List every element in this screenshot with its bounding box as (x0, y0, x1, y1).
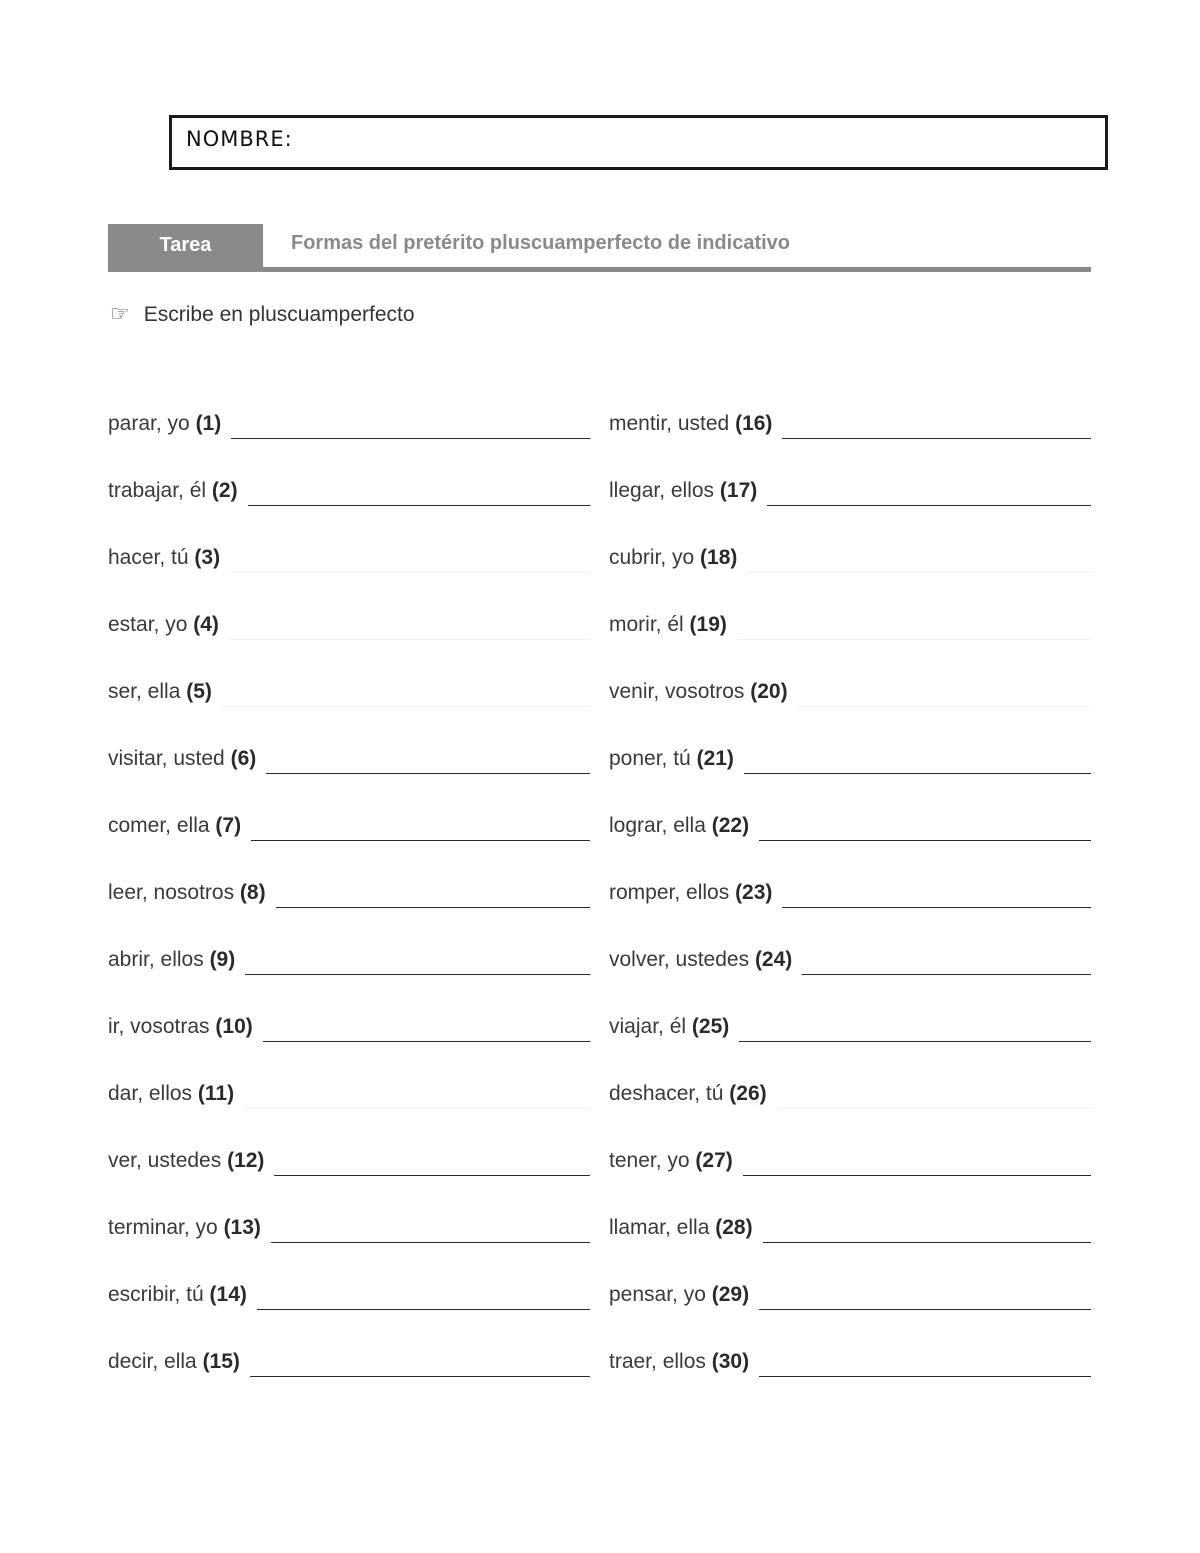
exercise-row (108, 606, 1091, 673)
pointing-hand-icon: ☞ (110, 302, 130, 327)
exercise-number: (29) (711, 1283, 750, 1306)
exercise-number: (22) (711, 814, 750, 837)
exercise-verb: morir, él (609, 613, 684, 636)
exercise-row (108, 941, 1091, 1008)
answer-blank[interactable] (274, 1147, 590, 1176)
name-label: NOMBRE: (186, 127, 293, 151)
exercise-number: (23) (735, 881, 773, 904)
exercise-row (108, 405, 1091, 472)
exercise-prompt (609, 673, 788, 711)
exercise-prompt (108, 740, 256, 778)
exercise-row (108, 1142, 1091, 1209)
exercise-prompt (609, 1008, 729, 1046)
answer-blank[interactable] (245, 946, 590, 975)
exercise-prompt (108, 1075, 234, 1113)
exercise-number: (9) (209, 948, 236, 971)
exercise-row (108, 1008, 1091, 1075)
exercise-number: (1) (195, 412, 222, 435)
answer-blank[interactable] (251, 812, 590, 841)
exercise-item (108, 405, 590, 443)
exercise-prompt (108, 1276, 247, 1314)
exercise-item (609, 874, 1091, 912)
exercise-verb: hacer, tú (108, 546, 189, 569)
exercise-verb: estar, yo (108, 613, 188, 636)
exercise-item (108, 472, 590, 510)
answer-blank[interactable] (759, 1281, 1091, 1310)
exercise-number: (14) (209, 1283, 247, 1306)
exercise-number: (7) (215, 814, 242, 837)
instruction (110, 302, 415, 327)
answer-blank[interactable] (743, 1147, 1091, 1176)
exercise-number: (18) (700, 546, 738, 569)
exercise-verb: mentir, usted (609, 412, 730, 435)
task-header-rule (108, 267, 1091, 272)
answer-blank[interactable] (759, 1348, 1091, 1377)
answer-blank[interactable] (737, 611, 1091, 640)
exercise-verb: trabajar, él (108, 479, 207, 502)
exercise-verb: tener, yo (609, 1149, 690, 1172)
answer-blank[interactable] (798, 678, 1091, 707)
exercise-verb: venir, vosotros (609, 680, 745, 703)
exercise-prompt (108, 539, 220, 577)
answer-blank[interactable] (231, 410, 590, 439)
exercise-item (108, 1343, 590, 1381)
exercise-number: (15) (202, 1350, 240, 1373)
exercise-prompt (609, 1142, 733, 1180)
exercise-item (108, 1008, 590, 1046)
exercise-number: (28) (715, 1216, 753, 1239)
answer-blank[interactable] (266, 745, 590, 774)
exercise-item (609, 472, 1091, 510)
exercise-verb: ir, vosotras (108, 1015, 210, 1038)
exercise-prompt (609, 405, 772, 443)
exercise-number: (3) (194, 546, 221, 569)
exercise-prompt (108, 472, 238, 510)
exercise-number: (8) (239, 881, 266, 904)
answer-blank[interactable] (263, 1013, 590, 1042)
exercise-row (108, 1209, 1091, 1276)
exercise-number: (5) (186, 680, 212, 703)
exercise-number: (12) (227, 1149, 265, 1172)
exercise-item (108, 1142, 590, 1180)
exercise-prompt (609, 1209, 753, 1247)
exercise-item (609, 941, 1091, 979)
exercise-verb: ser, ella (108, 680, 181, 703)
exercise-verb: abrir, ellos (108, 948, 204, 971)
exercise-row (108, 807, 1091, 874)
exercise-prompt (108, 673, 212, 711)
answer-blank[interactable] (244, 1080, 590, 1109)
answer-blank[interactable] (744, 745, 1091, 774)
exercise-item (108, 807, 590, 845)
exercise-verb: viajar, él (609, 1015, 687, 1038)
exercise-verb: terminar, yo (108, 1216, 218, 1239)
exercise-list (108, 405, 1091, 1410)
name-field[interactable] (169, 115, 1108, 170)
answer-blank[interactable] (276, 879, 590, 908)
exercise-prompt (108, 941, 235, 979)
exercise-prompt (108, 405, 221, 443)
exercise-verb: lograr, ella (609, 814, 706, 837)
answer-blank[interactable] (747, 544, 1091, 573)
answer-blank[interactable] (739, 1013, 1091, 1042)
exercise-number: (27) (695, 1149, 733, 1172)
exercise-row (108, 1075, 1091, 1142)
exercise-item (609, 539, 1091, 577)
exercise-verb: decir, ella (108, 1350, 197, 1373)
exercise-item (108, 941, 590, 979)
exercise-item (609, 1008, 1091, 1046)
exercise-item (609, 1343, 1091, 1381)
answer-blank[interactable] (248, 477, 590, 506)
exercise-item (108, 1209, 590, 1247)
exercise-prompt (108, 1142, 264, 1180)
exercise-item (108, 740, 590, 778)
exercise-row (108, 874, 1091, 941)
exercise-item (108, 1276, 590, 1314)
answer-blank[interactable] (782, 410, 1091, 439)
exercise-item (108, 673, 590, 711)
exercise-verb: dar, ellos (108, 1082, 193, 1105)
exercise-item (108, 539, 590, 577)
exercise-prompt (108, 1343, 240, 1381)
exercise-item (108, 606, 590, 644)
answer-blank[interactable] (782, 879, 1091, 908)
answer-blank[interactable] (229, 611, 590, 640)
exercise-verb: leer, nosotros (108, 881, 235, 904)
exercise-verb: cubrir, yo (609, 546, 695, 569)
exercise-verb: volver, ustedes (609, 948, 750, 971)
answer-blank[interactable] (763, 1214, 1091, 1243)
exercise-verb: traer, ellos (609, 1350, 706, 1373)
exercise-row (108, 472, 1091, 539)
exercise-number: (16) (735, 412, 773, 435)
exercise-prompt (108, 1209, 261, 1247)
exercise-verb: romper, ellos (609, 881, 730, 904)
exercise-verb: ver, ustedes (108, 1149, 222, 1172)
exercise-number: (6) (230, 747, 257, 770)
exercise-item (609, 1209, 1091, 1247)
exercise-row (108, 1276, 1091, 1343)
exercise-verb: deshacer, tú (609, 1082, 724, 1105)
answer-blank[interactable] (222, 678, 590, 707)
exercise-verb: visitar, usted (108, 747, 225, 770)
exercise-prompt (108, 874, 266, 912)
exercise-number: (24) (754, 948, 793, 971)
answer-blank[interactable] (802, 946, 1091, 975)
exercise-number: (13) (223, 1216, 261, 1239)
exercise-prompt (609, 941, 792, 979)
answer-blank[interactable] (759, 812, 1091, 841)
task-header (108, 224, 1091, 272)
exercise-verb: llamar, ella (609, 1216, 710, 1239)
exercise-prompt (609, 874, 772, 912)
answer-blank[interactable] (777, 1080, 1091, 1109)
exercise-number: (17) (719, 479, 758, 502)
exercise-number: (4) (193, 613, 219, 636)
exercise-row (108, 740, 1091, 807)
exercise-prompt (609, 606, 727, 644)
exercise-number: (11) (197, 1082, 235, 1105)
instruction-text: Escribe en pluscuamperfecto (143, 303, 415, 326)
exercise-prompt (609, 539, 737, 577)
exercise-number: (2) (211, 479, 238, 502)
exercise-number: (10) (215, 1015, 253, 1038)
exercise-item (609, 606, 1091, 644)
exercise-item (609, 807, 1091, 845)
exercise-item (108, 874, 590, 912)
task-tab: Tarea (108, 224, 263, 272)
task-title: Formas del pretérito pluscuamperfecto de indicativo (291, 232, 791, 254)
exercise-number: (19) (689, 613, 727, 636)
exercise-number: (30) (711, 1350, 750, 1373)
exercise-verb: escribir, tú (108, 1283, 204, 1306)
exercise-verb: poner, tú (609, 747, 691, 770)
exercise-verb: llegar, ellos (609, 479, 715, 502)
exercise-prompt (609, 807, 749, 845)
exercise-number: (26) (729, 1082, 767, 1105)
exercise-row (108, 539, 1091, 606)
exercise-item (609, 740, 1091, 778)
exercise-prompt (108, 606, 219, 644)
exercise-prompt (609, 740, 734, 778)
exercise-number: (20) (750, 680, 788, 703)
exercise-row (108, 673, 1091, 740)
exercise-number: (25) (691, 1015, 730, 1038)
answer-blank[interactable] (271, 1214, 590, 1243)
exercise-prompt (108, 807, 241, 845)
exercise-prompt (609, 472, 757, 510)
exercise-item (609, 405, 1091, 443)
exercise-item (609, 1142, 1091, 1180)
exercise-item (108, 1075, 590, 1113)
answer-blank[interactable] (250, 1348, 590, 1377)
exercise-prompt (609, 1276, 749, 1314)
exercise-prompt (609, 1075, 767, 1113)
exercise-verb: parar, yo (108, 412, 190, 435)
exercise-item (609, 1276, 1091, 1314)
exercise-verb: comer, ella (108, 814, 210, 837)
exercise-number: (21) (696, 747, 734, 770)
exercise-verb: pensar, yo (609, 1283, 706, 1306)
answer-blank[interactable] (230, 544, 590, 573)
exercise-row (108, 1343, 1091, 1410)
exercise-item (609, 1075, 1091, 1113)
answer-blank[interactable] (767, 477, 1091, 506)
answer-blank[interactable] (257, 1281, 590, 1310)
exercise-item (609, 673, 1091, 711)
exercise-prompt (108, 1008, 253, 1046)
exercise-prompt (609, 1343, 749, 1381)
